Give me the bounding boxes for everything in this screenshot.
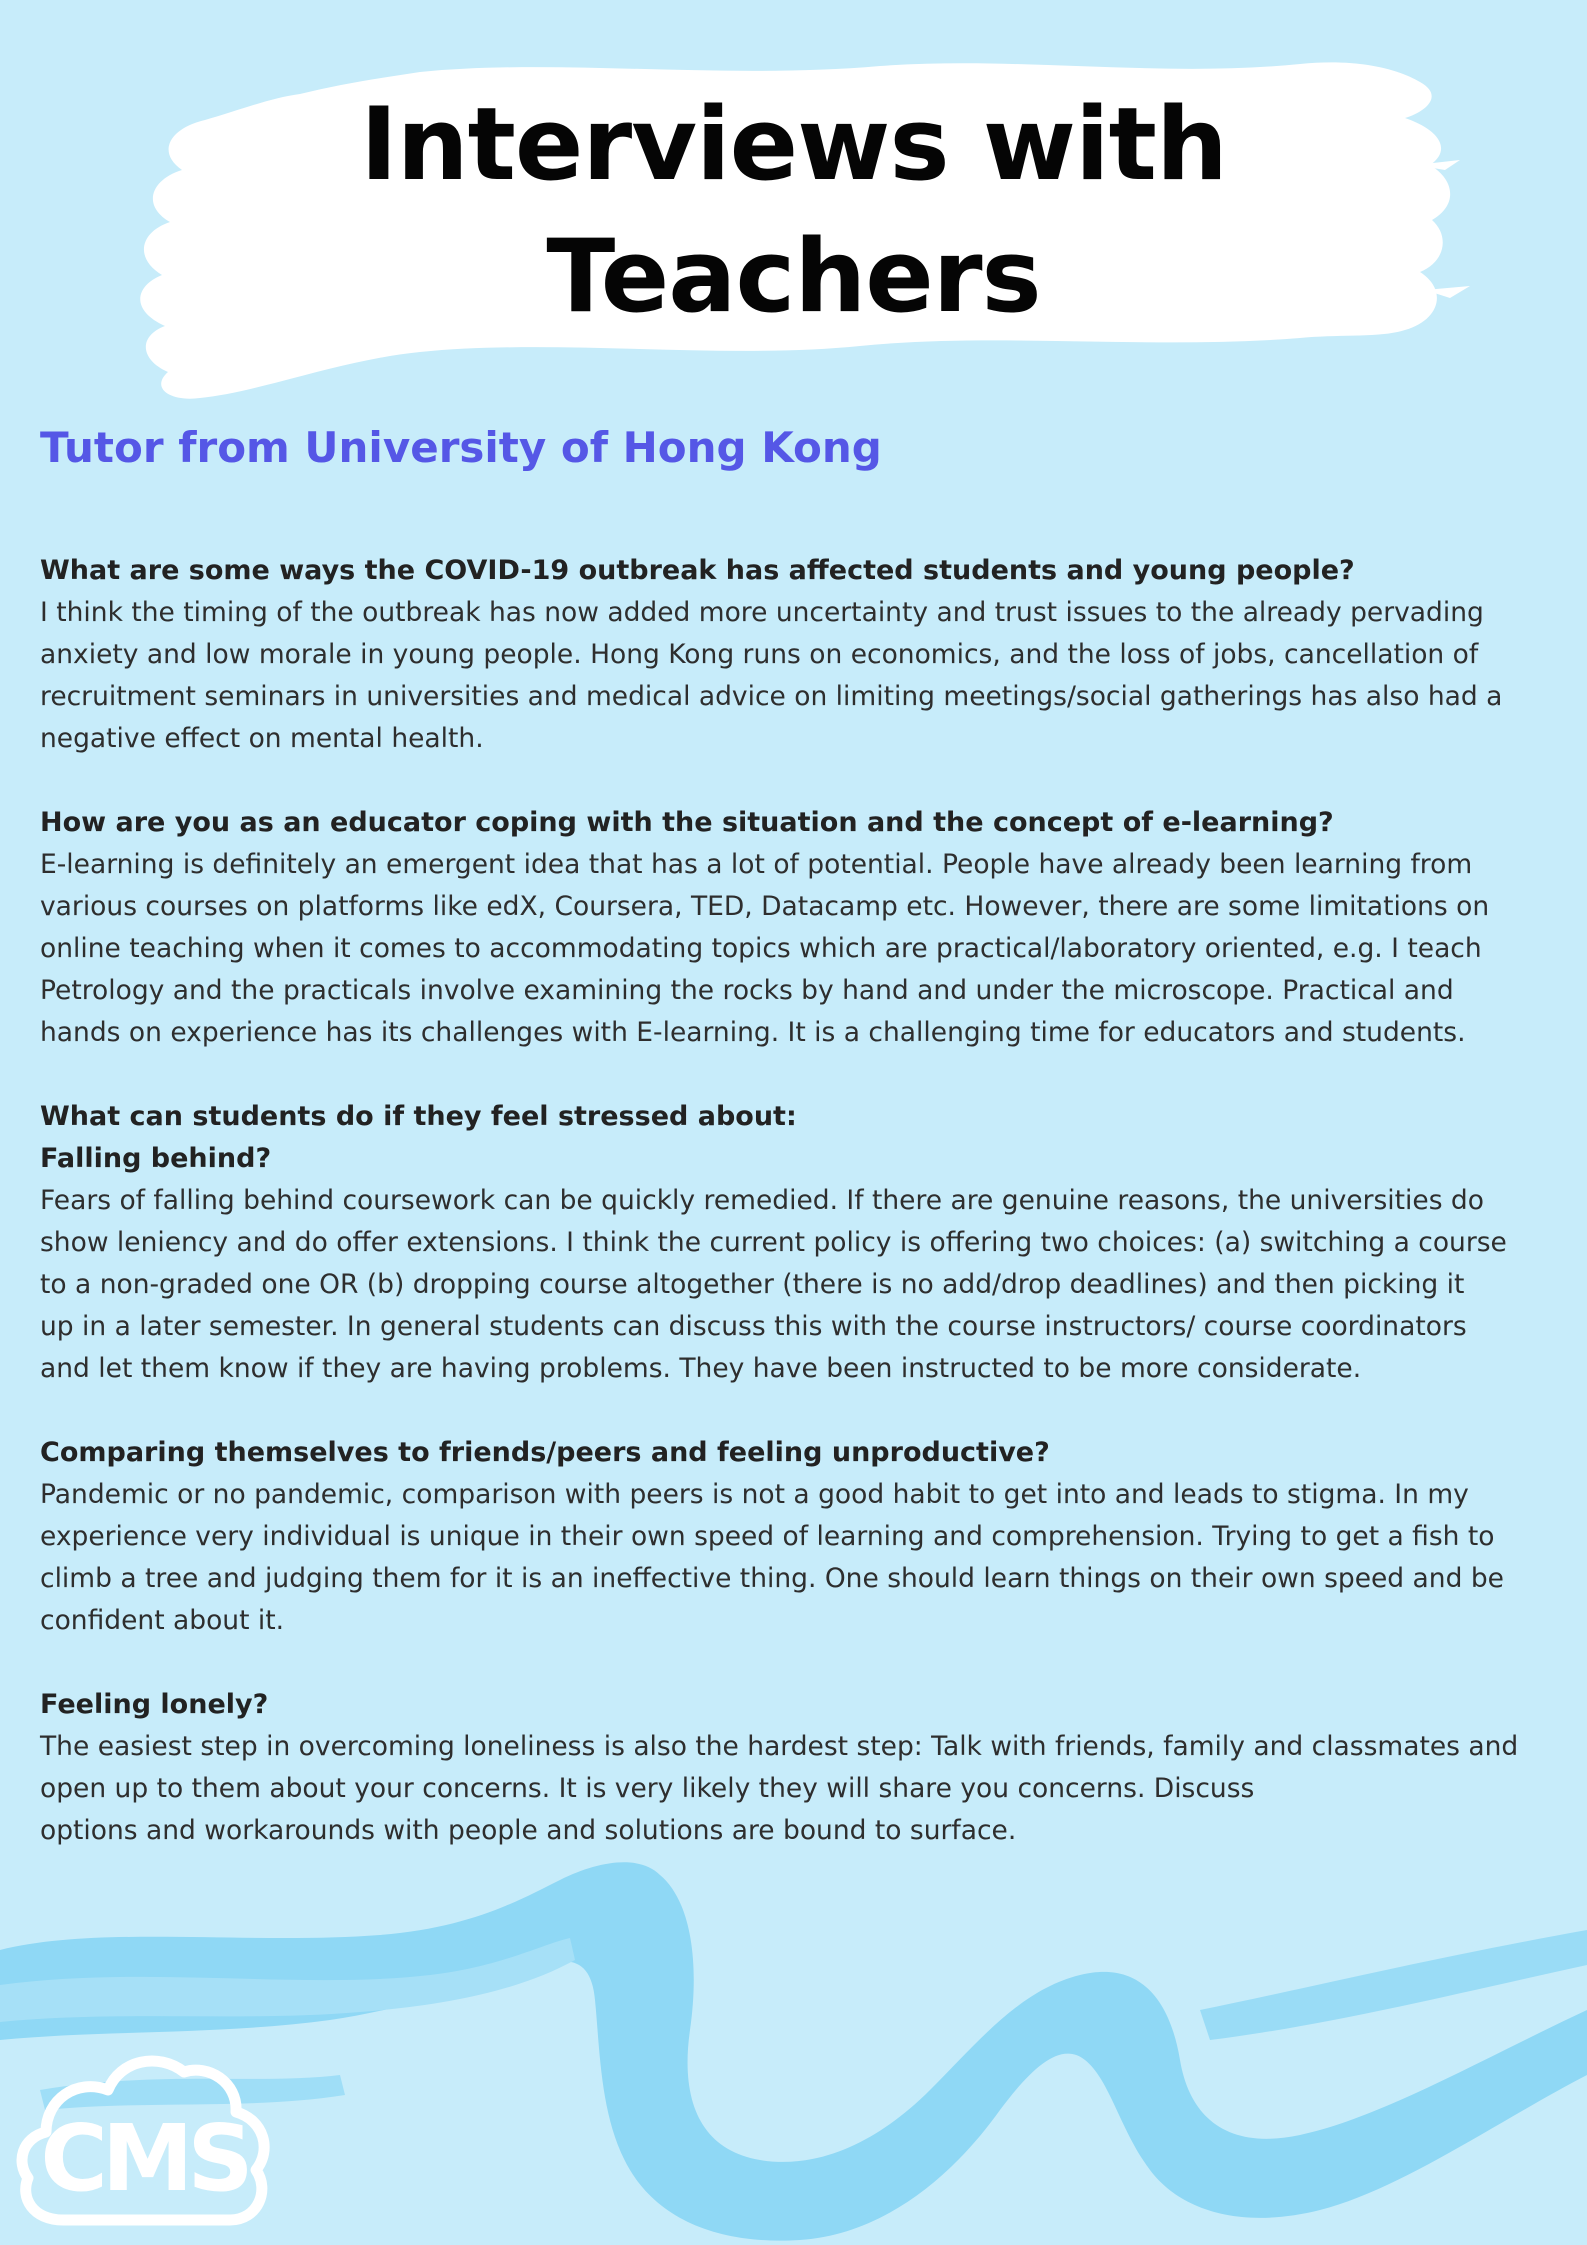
page-title-line-1: Interviews with — [360, 85, 1227, 203]
answer-line: show leniency and do offer extensions. I think the current policy is offering two choices: (a) switching a course — [40, 1227, 1507, 1258]
qa-section — [40, 1684, 1560, 1852]
answer-line: Pandemic or no pandemic, comparison with peers is not a good habit to get into and leads to stigma. In my — [40, 1479, 1469, 1510]
answer-line: experience very individual is unique in their own speed of learning and comprehension. Trying to get a fish to — [40, 1521, 1495, 1552]
answer-line: I think the timing of the outbreak has now added more uncertainty and trust issues to the already pervading — [40, 597, 1484, 628]
answer-line: open up to them about your concerns. It is very likely they will share you concerns. Discuss — [40, 1773, 1255, 1804]
qa-section — [40, 1432, 1560, 1642]
logo-letters: CMS — [40, 2105, 248, 2212]
answer-line: hands on experience has its challenges with E-learning. It is a challenging time for educators and students. — [40, 1017, 1466, 1048]
interviewee-heading: Tutor from University of Hong Kong — [40, 423, 882, 472]
qa-section — [40, 802, 1560, 1054]
answer-line: to a non-graded one OR (b) dropping course altogether (there is no add/drop deadlines) and then picking it — [40, 1269, 1465, 1300]
question: How are you as an educator coping with the situation and the concept of e-learning? — [40, 807, 1334, 838]
answer-line: various courses on platforms like edX, Coursera, TED, Datacamp etc. However, there are some limitations on — [40, 891, 1490, 922]
title-block — [140, 60, 1447, 360]
answer-line: Fears of falling behind coursework can be quickly remedied. If there are genuine reasons, the universities do — [40, 1185, 1484, 1216]
answer-line: E-learning is definitely an emergent idea that has a lot of potential. People have already been learning from — [40, 849, 1473, 880]
interview-content — [40, 550, 1560, 1894]
answer-line: negative effect on mental health. — [40, 723, 484, 754]
sub-question: Comparing themselves to friends/peers and feeling unproductive? — [40, 1437, 1050, 1468]
bottom-brush-stroke — [1200, 1930, 1587, 2040]
qa-section — [40, 550, 1560, 760]
answer-line: up in a later semester. In general students can discuss this with the course instructors/ course coordinators — [40, 1311, 1467, 1342]
answer-line: Petrology and the practicals involve examining the rocks by hand and under the microscope. Practical and — [40, 975, 1454, 1006]
cms-cloud-logo — [8, 2030, 280, 2240]
question: What are some ways the COVID-19 outbreak has affected students and young people? — [40, 555, 1355, 586]
answer-line: online teaching when it comes to accommodating topics which are practical/laboratory oriented, e.g. I teach — [40, 933, 1482, 964]
answer-line: recruitment seminars in universities and medical advice on limiting meetings/social gatherings has also had a — [40, 681, 1503, 712]
sub-question: Falling behind? — [40, 1143, 272, 1174]
answer-line: anxiety and low morale in young people. Hong Kong runs on economics, and the loss of jobs, cancellation of — [40, 639, 1479, 670]
answer-line: climb a tree and judging them for it is an ineffective thing. One should learn things on their own speed and be — [40, 1563, 1504, 1594]
qa-section — [40, 1096, 1560, 1390]
question: What can students do if they feel stressed about: — [40, 1101, 797, 1132]
page-title-line-2: Teachers — [546, 217, 1041, 335]
answer-line: options and workarounds with people and solutions are bound to surface. — [40, 1815, 1017, 1846]
answer-line: The easiest step in overcoming loneliness is also the hardest step: Talk with friends, family and classmates and — [40, 1731, 1519, 1762]
answer-line: and let them know if they are having problems. They have been instructed to be more considerate. — [40, 1353, 1362, 1384]
sub-question: Feeling lonely? — [40, 1689, 269, 1720]
answer-line: confident about it. — [40, 1605, 285, 1636]
